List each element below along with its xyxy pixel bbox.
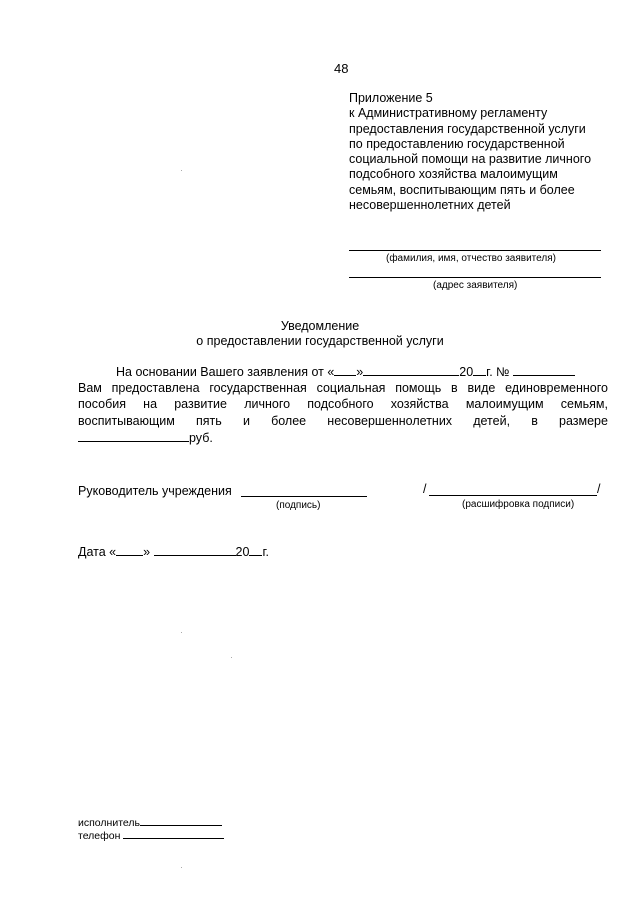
date-suffix: г. [262, 545, 269, 559]
notice-subtitle: о предоставлении государственной услуги [196, 334, 444, 348]
body-text: 20 [459, 365, 474, 379]
word: несовершеннолетних [327, 413, 453, 428]
body-line-1 [78, 363, 608, 380]
word: государственная [209, 381, 307, 396]
date-close: » [143, 545, 151, 559]
phone-label: телефон [78, 830, 121, 842]
word: детей, [473, 413, 511, 428]
appendix-line: несовершеннолетних детей [349, 198, 511, 213]
appendix-line: предоставления государственной услуги [349, 121, 586, 136]
word: пособия [78, 397, 126, 412]
appendix-line: к Административному регламенту [349, 106, 548, 121]
word: и [242, 413, 250, 428]
body-line-2 [78, 380, 608, 396]
word: личного [244, 397, 291, 412]
decode-signature-line [429, 495, 597, 496]
applicant-name-caption: (фамилия, имя, отчество заявителя) [386, 253, 556, 264]
scan-speck [181, 632, 182, 633]
word: социальная [316, 381, 386, 396]
word: виде [467, 381, 496, 396]
scan-speck [181, 867, 182, 868]
word: развитие [174, 397, 227, 412]
scan-speck [231, 657, 232, 658]
year-blank [473, 363, 486, 376]
word: хозяйства [390, 397, 449, 412]
date-day-blank [116, 543, 143, 556]
appendix-header [349, 91, 591, 213]
head-signature-label: Руководитель учреждения [78, 484, 232, 498]
body-line-3 [78, 396, 608, 412]
word: на [143, 397, 158, 412]
word: помощь [395, 381, 442, 396]
word: в [531, 413, 538, 428]
appendix-line: семьям, воспитывающим пять и более [349, 182, 575, 197]
slash-right: / [597, 482, 601, 496]
slash-left: / [423, 482, 427, 496]
word: в [451, 381, 458, 396]
amount-suffix: руб. [189, 430, 213, 445]
executor-blank [140, 815, 222, 826]
applicant-name-line [349, 250, 601, 251]
body-line-5 [78, 429, 608, 446]
notice-body [78, 363, 608, 446]
word: размере [559, 413, 608, 428]
word: более [271, 413, 307, 428]
word: малоимущим [465, 397, 544, 412]
notice-title: Уведомление [280, 319, 360, 333]
amount-blank [78, 429, 189, 442]
body-text: На основании Вашего заявления от « [116, 365, 335, 379]
date-label: Дата « [78, 545, 117, 559]
scan-speck [181, 170, 182, 171]
word: подсобного [307, 397, 374, 412]
date-year-blank [249, 543, 262, 556]
number-blank [513, 363, 575, 376]
body-text: » [356, 365, 364, 379]
word: семьям, [560, 397, 608, 412]
executor-field [78, 815, 222, 829]
date-day-blank [334, 363, 356, 376]
head-signature-line [241, 496, 367, 497]
phone-field [78, 828, 224, 842]
word: единовременного [505, 381, 608, 396]
appendix-line: Приложение 5 [349, 91, 433, 105]
page-number: 48 [334, 61, 349, 76]
executor-label: исполнитель [78, 817, 140, 829]
decode-caption: (расшифровка подписи) [462, 499, 575, 510]
appendix-line: социальной помощи на развитие личного [349, 152, 592, 167]
applicant-address-caption: (адрес заявителя) [433, 280, 518, 291]
word: Вам [78, 381, 102, 396]
sign-caption: (подпись) [276, 500, 321, 511]
date-month-blank [154, 543, 236, 556]
applicant-address-line [349, 277, 601, 278]
date-month-blank [363, 363, 459, 376]
word: воспитывающим [78, 413, 175, 428]
body-text: г. № [486, 365, 510, 379]
date-year: 20 [235, 545, 250, 559]
date-field [78, 543, 269, 559]
appendix-line: подсобного хозяйства малоимущим [349, 167, 558, 182]
appendix-line: по предоставлению государственной [349, 136, 565, 151]
body-line-4 [78, 413, 608, 429]
word: предоставлена [111, 381, 200, 396]
phone-blank [123, 828, 224, 839]
word: пять [196, 413, 222, 428]
